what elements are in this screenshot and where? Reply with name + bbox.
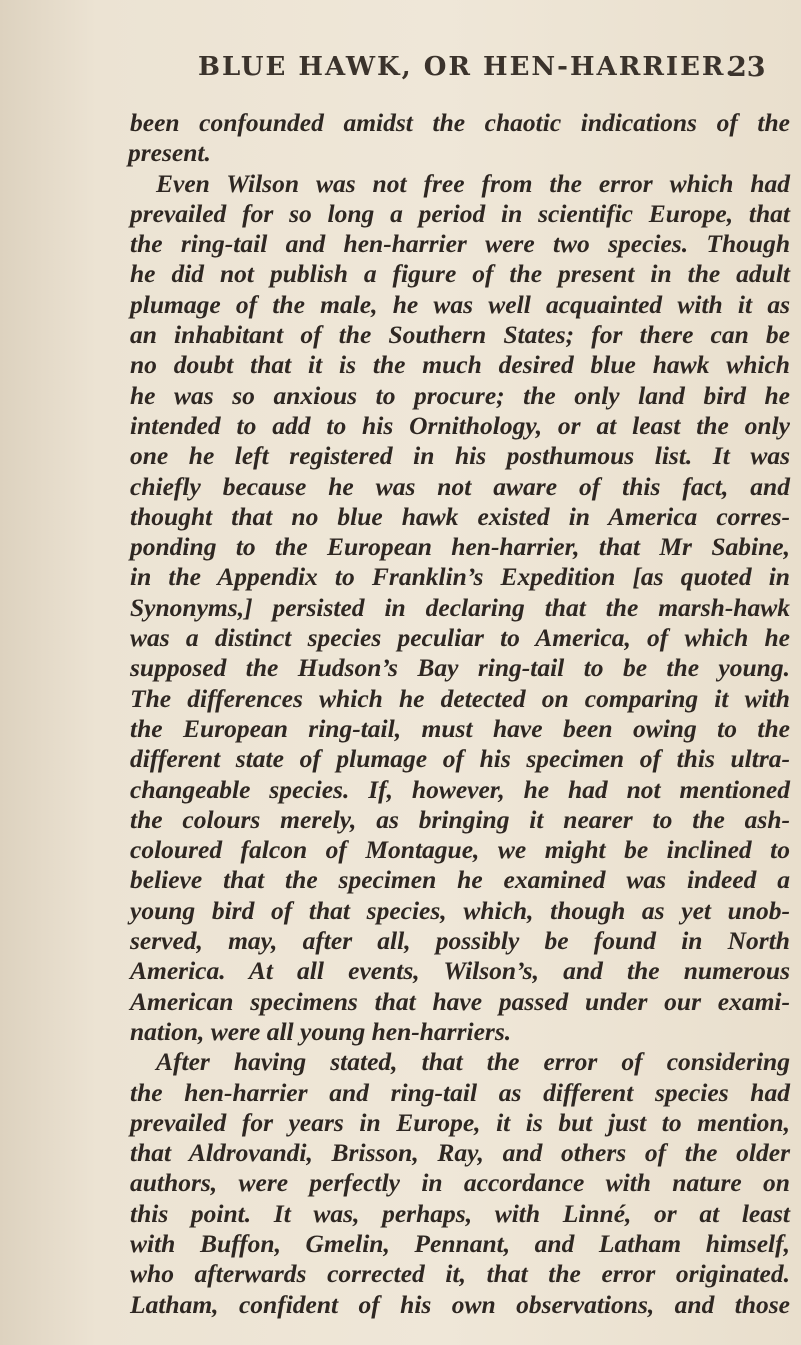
text-line: he did not publish a figure of the present in the adult	[130, 259, 790, 289]
text-line: prevailed for so long a period in scientific Europe, that	[130, 198, 790, 228]
text-line: coloured falcon of Montague, we might be inclined to	[130, 835, 790, 865]
text-line: After having stated, that the error of considering	[156, 1047, 790, 1077]
text-line: no doubt that it is the much desired blue hawk which	[130, 350, 790, 380]
text-line: The differences which he detected on comparing it with	[130, 683, 790, 713]
text-line: the colours merely, as bringing it nearer to the ash-	[130, 804, 790, 834]
text-line: Synonyms,] persisted in declaring that the marsh-hawk	[130, 592, 790, 622]
text-line: the hen-harrier and ring-tail as different species had	[130, 1077, 790, 1107]
text-line: was a distinct species peculiar to America, of which he	[130, 623, 790, 653]
text-line: intended to add to his Ornithology, or at least the only	[130, 410, 790, 440]
text-line: Even Wilson was not free from the error which had	[156, 168, 790, 198]
text-line: the European ring-tail, must have been owing to the	[130, 713, 790, 743]
text-line: who afterwards corrected it, that the error originated.	[130, 1259, 790, 1289]
text-line: one he left registered in his posthumous list. It was	[130, 441, 790, 471]
text-line: thought that no blue hawk existed in America corres-	[130, 501, 790, 531]
text-line: authors, were perfectly in accordance with nature on	[130, 1168, 790, 1198]
text-line: plumage of the male, he was well acquainted with it as	[130, 289, 790, 319]
body-text	[130, 108, 790, 1320]
text-line: this point. It was, perhaps, with Linné, or at least	[130, 1198, 790, 1228]
text-line: that Aldrovandi, Brisson, Ray, and others of the older	[130, 1138, 790, 1168]
page-number: 23	[728, 52, 766, 83]
running-head	[0, 52, 801, 92]
text-line: in the Appendix to Franklin’s Expedition [as quoted in	[130, 562, 790, 592]
text-line: the ring-tail and hen-harrier were two species. Though	[130, 229, 790, 259]
text-line: he was so anxious to procure; the only land bird he	[130, 380, 790, 410]
text-line: prevailed for years in Europe, it is but just to mention,	[130, 1107, 790, 1137]
text-line: an inhabitant of the Southern States; for there can be	[130, 320, 790, 350]
text-line: present.	[128, 138, 211, 168]
text-line: American specimens that have passed under our exami-	[130, 986, 790, 1016]
text-line: been confounded amidst the chaotic indications of the	[130, 108, 790, 137]
text-line: served, may, after all, possibly be found in North	[130, 926, 790, 956]
text-line: nation, were all young hen-harriers.	[130, 1016, 512, 1046]
text-line: young bird of that species, which, though as yet unob-	[130, 895, 790, 925]
text-line: believe that the specimen he examined was indeed a	[130, 865, 790, 895]
running-title: BLUE HAWK, OR HEN-HARRIER.	[198, 52, 737, 82]
text-line: Latham, confident of his own observations, and those	[130, 1289, 790, 1319]
text-line: America. At all events, Wilson’s, and the numerous	[130, 956, 790, 986]
text-line: chiefly because he was not aware of this fact, and	[130, 471, 790, 501]
text-line: with Buffon, Gmelin, Pennant, and Latham himself,	[130, 1228, 790, 1258]
text-line: supposed the Hudson’s Bay ring-tail to be the young.	[130, 653, 790, 683]
text-line: changeable species. If, however, he had not mentioned	[130, 774, 790, 804]
text-line: ponding to the European hen-harrier, that Mr Sabine,	[130, 532, 790, 562]
text-line: different state of plumage of his specimen of this ultra-	[130, 744, 790, 774]
